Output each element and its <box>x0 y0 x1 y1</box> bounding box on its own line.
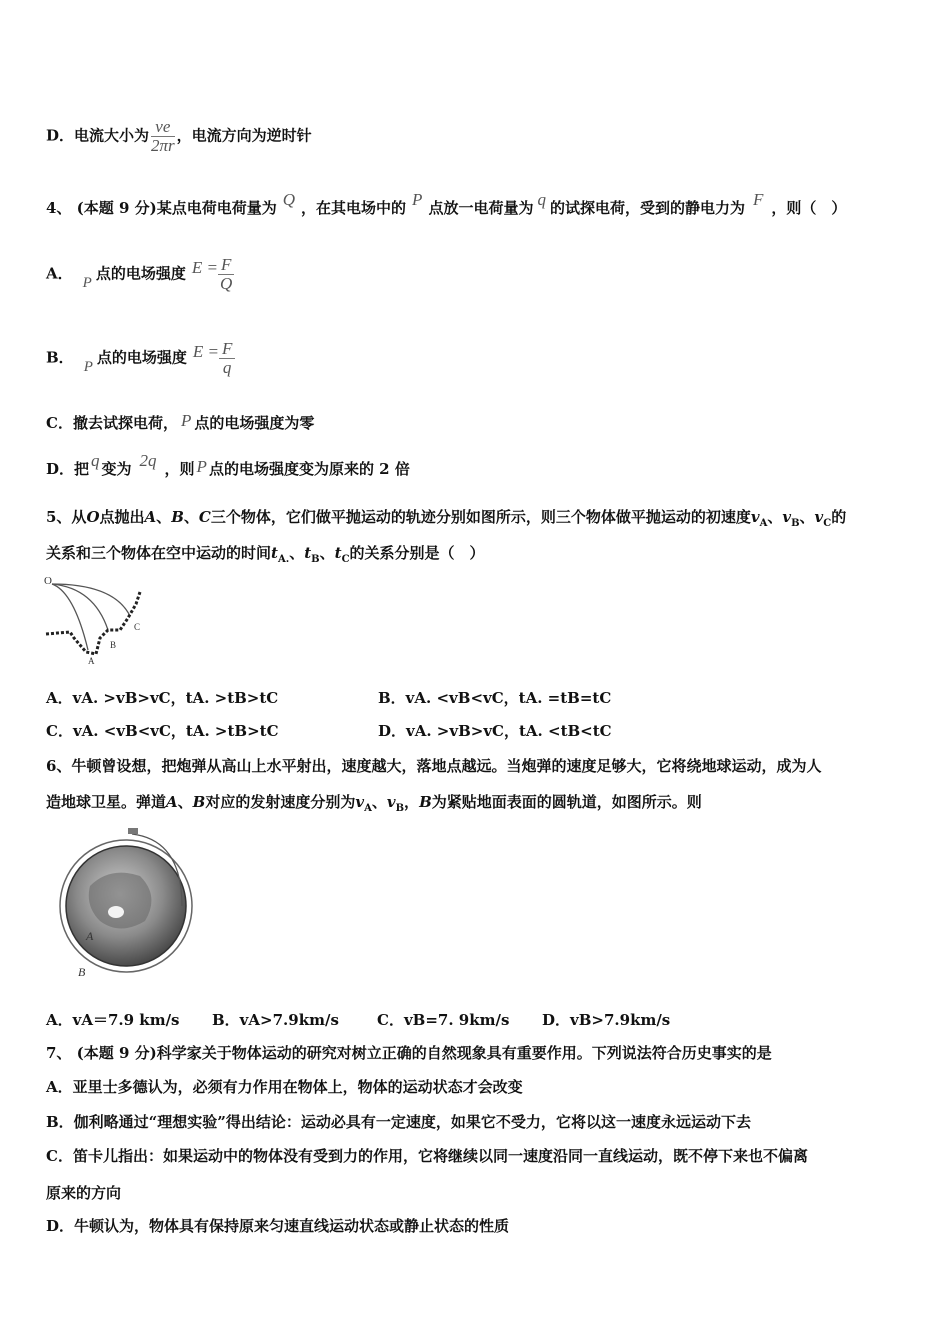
q3-option-d-suffix: ，电流方向为逆时针 <box>176 126 312 145</box>
option-text: C．撤去试探电荷， <box>46 414 178 432</box>
var-P: P <box>196 457 207 476</box>
projectile-trajectory-figure <box>44 574 154 670</box>
option-text: 点的电场强度 <box>96 348 187 367</box>
option-text: 变为 <box>101 460 132 478</box>
q5-option-c: C．vA. <vB<vC，tA. >tB>tC <box>46 722 279 740</box>
var-q: q <box>537 190 546 209</box>
q5-option-a: A．vA. >vB>vC，tA. >tB>tC <box>46 689 279 707</box>
q6-option-c: C．vB=7. 9km/s <box>377 1011 510 1029</box>
fraction-numerator: F <box>219 340 235 359</box>
var-C: C <box>198 508 211 526</box>
q5-text: 的关系分别是（ ） <box>349 544 485 562</box>
q5-stem-line1: 5、从O点抛出A、B、C三个物体，它们做平抛运动的轨迹分别如图所示，则三个物体做平抛运动的初速度$v_A$、$v_B$、$v_C$的 <box>46 508 847 529</box>
current-fraction <box>151 118 175 155</box>
q4-stem-part: 的试探电荷，受到的静电力为 <box>549 199 745 217</box>
subscript: B <box>311 554 320 565</box>
q6-text: 为紧贴地面表面的圆轨道，如图所示。则 <box>431 793 702 811</box>
option-text: ，则 <box>164 460 195 478</box>
q5-text: 、 <box>289 544 305 562</box>
var-2q: 2q <box>139 451 157 470</box>
option-text: 点的电场强度 <box>95 264 186 283</box>
var-A: A <box>166 793 178 811</box>
fraction-denominator: q <box>222 358 232 377</box>
fig-label-A: A <box>86 929 94 943</box>
q7-option-a: A．亚里士多德认为，必须有力作用在物体上，物体的运动状态才会改变 <box>46 1078 523 1096</box>
var-A: A <box>144 508 157 526</box>
var-B: B <box>171 508 184 526</box>
fig-label-B: B <box>110 640 117 650</box>
option-label: A． <box>46 264 73 283</box>
q6-stem-line1: 6、牛顿曾设想，把炮弹从高山上水平射出，速度越大，落地点越远。当炮弹的速度足够大，它将绕地球运动，成为人 <box>46 757 822 775</box>
q5-option-b: B．vA. <vB<vC，tA. =tB=tC <box>378 689 612 707</box>
formula-fraction <box>219 340 235 377</box>
var-q: q <box>91 451 100 470</box>
fig-label-C: C <box>134 622 141 632</box>
q6-option-b: B．vA>7.9km/s <box>212 1011 339 1029</box>
q5-option-d: D．vA. >vB>vC，tA. <tB<tC <box>378 722 612 740</box>
var-B: B <box>192 793 206 811</box>
var-P: P <box>82 274 92 291</box>
var-P: P <box>412 190 423 209</box>
subscript: B <box>791 518 800 529</box>
formula-fraction <box>218 256 234 293</box>
trajectory-C <box>52 584 130 616</box>
subscript: C <box>823 518 832 529</box>
ground-profile <box>46 592 140 654</box>
q4-stem-part: 4、 (本题 9 分)某点电荷电荷量为 <box>46 199 277 217</box>
q6-option-d: D．vB>7.9km/s <box>542 1011 671 1029</box>
var-t: t <box>271 544 278 562</box>
q5-text: 点抛出 <box>99 508 145 526</box>
var-v: v <box>355 793 365 811</box>
fig-label-B: B <box>78 965 86 979</box>
q7-option-d: D．牛顿认为，物体具有保持原来匀速直线运动状态或静止状态的性质 <box>46 1217 510 1235</box>
q6-stem-line2: 造地球卫星。弹道A、B对应的发射速度分别为$v_A$、$v_B$，B为紧贴地面表面的圆轨道，如图所示。则 <box>46 793 702 814</box>
fraction-denominator: Q <box>219 274 233 293</box>
q6-text: 造地球卫星。弹道 <box>46 793 167 811</box>
fig-label-O: O <box>44 575 52 587</box>
fraction-numerator: ve <box>151 118 175 137</box>
var-Q: Q <box>282 190 296 209</box>
subscript: A. <box>277 554 290 565</box>
option-text: D．把 <box>46 460 90 478</box>
var-v: v <box>750 508 760 526</box>
q3-option-d-prefix: D．电流大小为 <box>46 126 150 145</box>
q5-text: 5、从 <box>46 508 87 526</box>
q3-option-d <box>46 118 312 155</box>
var-O: O <box>86 508 100 526</box>
q5-text: 三个物体，它们做平抛运动的轨迹分别如图所示，则三个物体做平抛运动的初速度 <box>210 508 751 526</box>
option-text: 点的电场强度变为原来的 2 倍 <box>208 460 410 478</box>
q4-stem-part: ，在其电场中的 <box>301 199 407 217</box>
q5-stem-line2: 关系和三个物体在空中运动的时间$t_{A.}$、$t_B$、$t_C$的关系分别是（ ） <box>46 544 485 565</box>
q4-stem-part: ，则（ ） <box>771 199 847 217</box>
subscript: A <box>759 518 768 529</box>
formula-lhs: E = <box>192 341 219 361</box>
q7-option-c-line1: C．笛卡儿指出：如果运动中的物体没有受到力的作用，它将继续以同一速度沿同一直线运动，既不停下来也不偏离 <box>46 1147 808 1165</box>
fraction-numerator: F <box>218 256 234 275</box>
q7-option-b: B．伽利略通过“理想实验”得出结论：运动必具有一定速度，如果它不受力，它将以这一速度永远运动下去 <box>46 1113 751 1131</box>
q4-option-b <box>46 340 235 377</box>
q6-option-a: A．vA＝7.9 km/s <box>46 1011 180 1029</box>
fig-label-A: A <box>88 656 95 666</box>
q7-stem: 7、 (本题 9 分)科学家关于物体运动的研究对树立正确的自然现象具有重要作用。下列说法符合历史事实的是 <box>46 1044 772 1062</box>
q6-text: 对应的发射速度分别为 <box>205 793 356 811</box>
mountain-cannon-icon <box>128 828 138 834</box>
fraction-denominator: 2πr <box>151 136 175 155</box>
var-F: F <box>752 190 764 209</box>
q5-text: 关系和三个物体在空中运动的时间 <box>46 544 272 562</box>
q4-option-d <box>46 451 410 479</box>
option-label: B． <box>46 348 74 367</box>
q4-stem <box>46 190 847 218</box>
earth-orbit-figure <box>50 826 196 982</box>
option-text: 点的电场强度为零 <box>194 414 315 432</box>
var-P: P <box>83 358 93 375</box>
formula-lhs: E = <box>191 257 218 277</box>
q6-text: ， <box>404 793 420 811</box>
var-P: P <box>180 411 192 430</box>
q4-option-a <box>46 256 234 293</box>
earth-highlight <box>108 906 124 918</box>
q7-option-c-line2: 原来的方向 <box>46 1184 122 1202</box>
q4-option-c <box>46 413 314 433</box>
q4-stem-part: 点放一电荷量为 <box>428 199 534 217</box>
subscript: C <box>341 554 350 565</box>
q5-text: 的 <box>831 508 847 526</box>
